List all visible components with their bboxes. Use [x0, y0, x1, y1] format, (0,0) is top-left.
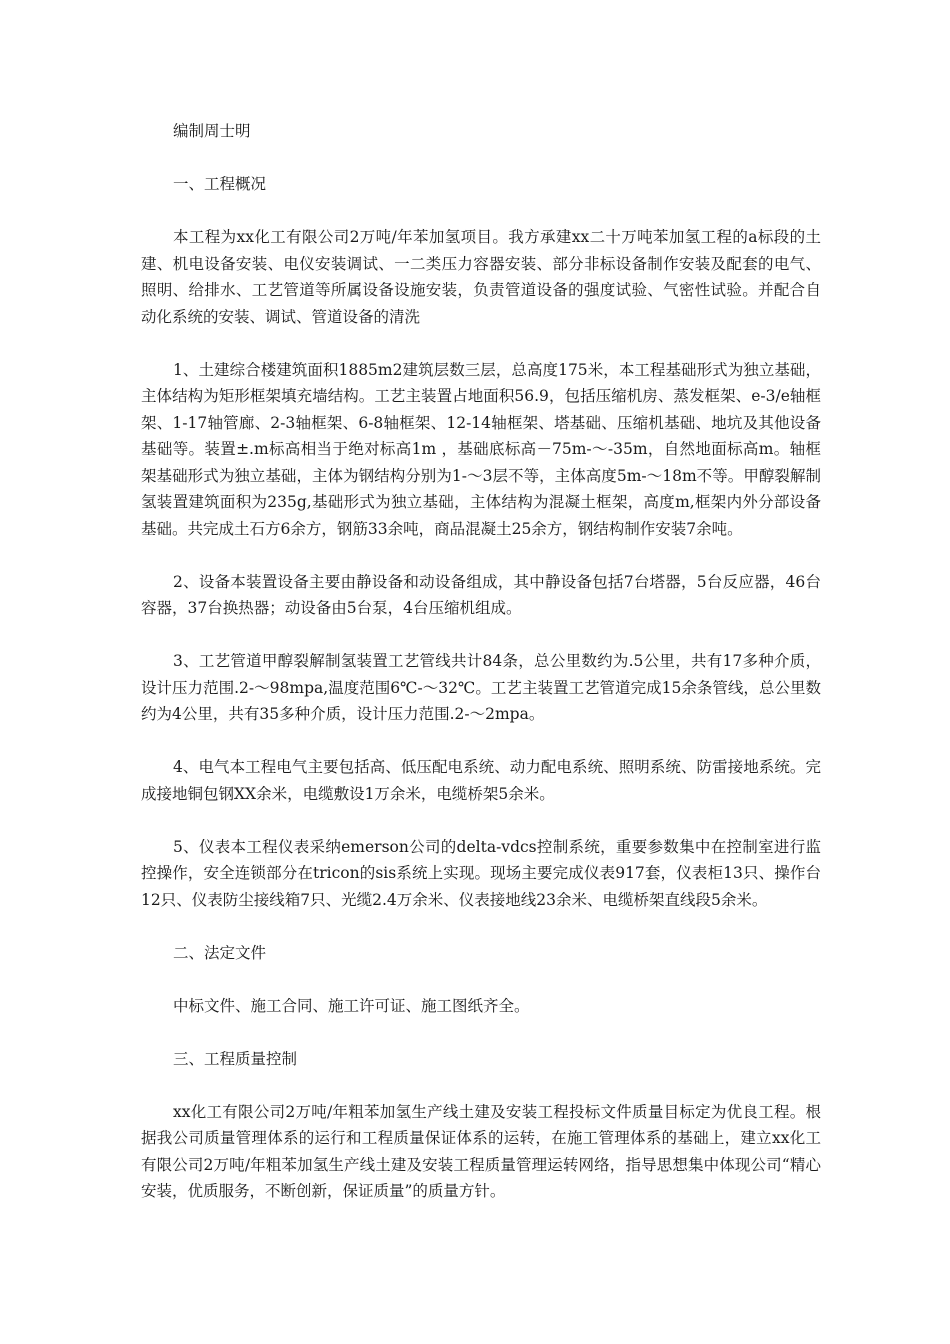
- document-body: [141, 118, 821, 1231]
- civil-works-paragraph: 1、土建综合楼建筑面积1885m2建筑层数三层，总高度175米，本工程基础形式为独立基础，主体结构为矩形框架填充墙结构。工艺主装置占地面积56.9，包括压缩机房、蒸发框架、e-3/e轴框架、1-17轴管廊、2-3轴框架、6-8轴框架、12-14轴框架、塔基础、压缩机基础、地坑及其他设备基础等。装置±.m标高相当于绝对标高1m ，基础底标高－75m-～-35m，自然地面标高m。轴框架基础形式为独立基础，主体为钢结构分别为1-～3层不等，主体高度5m-～18m不等。甲醇裂解制氢装置建筑面积为235g,基础形式为独立基础，主体结构为混凝土框架，高度m,框架内外分部设备基础。共完成土石方6余方，钢筋33余吨，商品混凝土25余方，钢结构制作安装7余吨。: [141, 360, 821, 538]
- electrical-paragraph: 4、电气本工程电气主要包括高、低压配电系统、动力配电系统、照明系统、防雷接地系统。完成接地铜包钢XX余米，电缆敷设1万余米，电缆桥架5余米。: [141, 758, 821, 803]
- process-piping-paragraph: 3、工艺管道甲醇裂解制氢装置工艺管线共计84条，总公里数约为.5公里，共有17多种介质，设计压力范围.2-～98mpa,温度范围6℃-～32℃。工艺主装置工艺管道完成15余条管线，总公里数约为4公里，共有35多种介质，设计压力范围.2-～2mpa。: [141, 652, 821, 723]
- overview-paragraph: 本工程为xx化工有限公司2万吨/年苯加氢项目。我方承建xx二十万吨苯加氢工程的a标段的土建、机电设备安装、电仪安装调试、一二类压力容器安装、部分非标设备制作安装及配套的电气、照明、给排水、工艺管道等所属设备设施安装，负责管道设备的强度试验、气密性试验。并配合自动化系统的安装、调试、管道设备的清洗: [141, 228, 821, 326]
- quality-control-paragraph: xx化工有限公司2万吨/年粗苯加氢生产线土建及安装工程投标文件质量目标定为优良工程。根据我公司质量管理体系的运行和工程质量保证体系的运转，在施工管理体系的基础上，建立xx化工有限公司2万吨/年粗苯加氢生产线土建及安装工程质量管理运转网络，指导思想集中体现公司“精心安装，优质服务，不断创新，保证质量”的质量方针。: [141, 1102, 821, 1200]
- section-heading-overview: 一、工程概况: [173, 175, 267, 193]
- section-heading-legal-documents: 二、法定文件: [173, 943, 267, 962]
- section-heading-quality-control: 三、工程质量控制: [173, 1049, 298, 1068]
- legal-documents-paragraph: 中标文件、施工合同、施工许可证、施工图纸齐全。: [173, 996, 530, 1015]
- author-line: 编制周士明: [173, 122, 251, 140]
- instrumentation-paragraph: 5、仪表本工程仪表采纳emerson公司的delta-vdcs控制系统，重要参数集中在控制室进行监控操作，安全连锁部分在tricon的sis系统上实现。现场主要完成仪表917套，仪表柜13只、操作台12只、仪表防尘接线箱7只、光缆2.4万余米、仪表接地线23余米、电缆桥架直线段5余米。: [141, 837, 821, 909]
- equipment-paragraph: 2、设备本装置设备主要由静设备和动设备组成，其中静设备包括7台塔器，5台反应器，46台容器，37台换热器；动设备由5台泵，4台压缩机组成。: [141, 572, 821, 617]
